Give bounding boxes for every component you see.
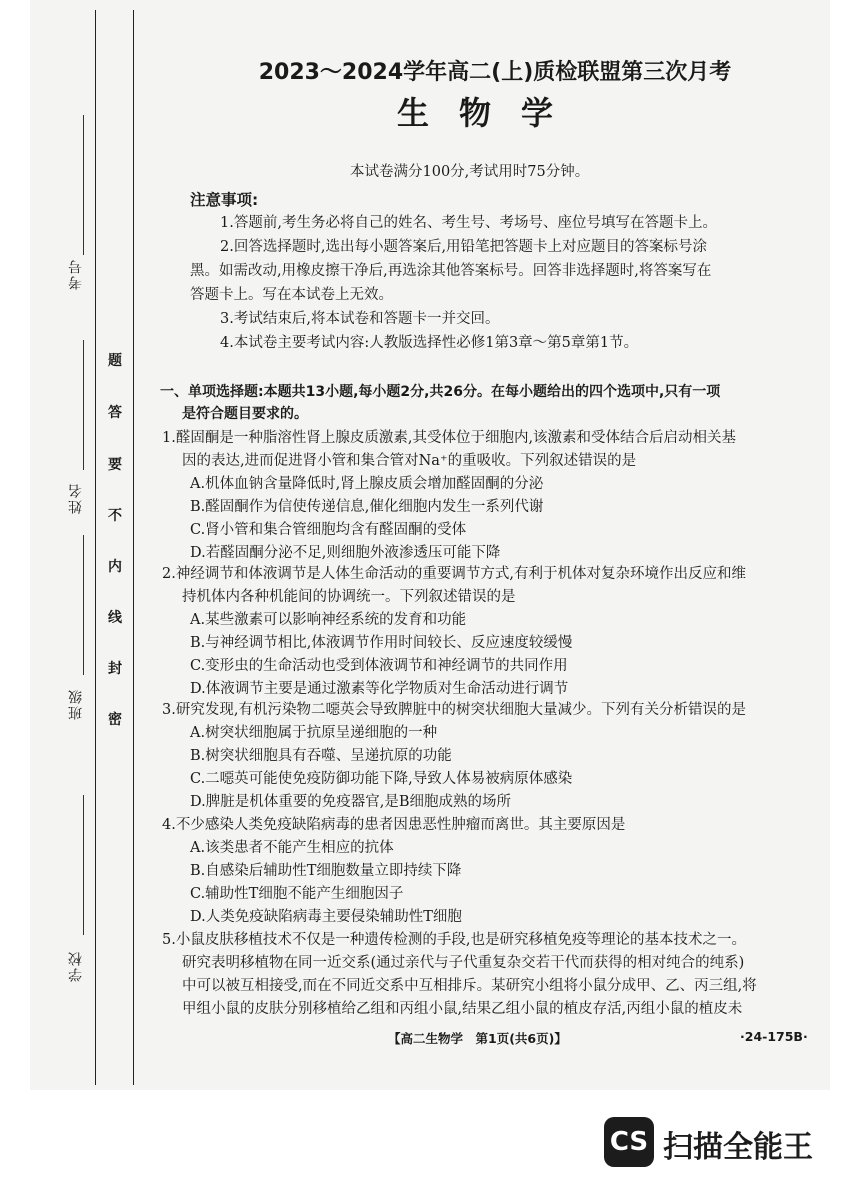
name-label: 姓名: [68, 482, 84, 514]
question-option: A.某些激素可以影响神经系统的发育和功能: [190, 612, 467, 628]
page-info: 【高二生物学 第1页(共6页)】: [388, 1031, 567, 1046]
question-stem: 5.小鼠皮肤移植技术不仅是一种遗传检测的手段,也是研究移植免疫等理论的基本技术之一。: [162, 932, 746, 948]
notice-line: 答题卡上。写在本试卷上无效。: [190, 287, 393, 303]
seal-char: 密: [108, 712, 122, 728]
question-option: B.树突状细胞具有吞噬、呈递抗原的功能: [190, 748, 452, 764]
camscanner-app-name: 扫描全能王: [663, 1130, 813, 1165]
seal-char: 答: [108, 405, 122, 421]
notice-line: 1.答题前,考生务必将自己的姓名、考生号、考场号、座位号填写在答题卡上。: [220, 215, 717, 231]
question-option: C.辅助性T细胞不能产生细胞因子: [190, 886, 404, 902]
question-option: A.机体血钠含量降低时,肾上腺皮质会增加醛固酮的分泌: [190, 476, 544, 492]
question-option: C.变形虫的生命活动也受到体液调节和神经调节的共同作用: [190, 658, 568, 674]
notice-heading: 注意事项:: [190, 191, 259, 209]
notice-line: 4.本试卷主要考试内容:人教版选择性必修1第3章～第5章第1节。: [220, 335, 639, 351]
notice-line: 2.回答选择题时,选出每小题答案后,用铅笔把答题卡上对应题目的答案标号涂: [220, 239, 708, 255]
subject-title: 生物学: [396, 94, 583, 132]
question-stem: 1.醛固酮是一种脂溶性肾上腺皮质激素,其受体位于细胞内,该激素和受体结合后启动相关基: [162, 430, 737, 446]
question-stem: 因的表达,进而促进肾小管和集合管对Na⁺的重吸收。下列叙述错误的是: [182, 453, 637, 469]
seal-char: 题: [108, 353, 122, 369]
seal-char: 要: [108, 457, 122, 473]
binding-line-outer: [95, 10, 96, 1085]
question-option: D.人类免疫缺陷病毒主要侵染辅助性T细胞: [190, 909, 462, 925]
exam-title: 2023～2024学年高二(上)质检联盟第三次月考: [258, 60, 732, 85]
question-option: D.若醛固酮分泌不足,则细胞外液渗透压可能下降: [190, 545, 501, 561]
question-stem: 4.不少感染人类免疫缺陷病毒的患者因患恶性肿瘤而离世。其主要原因是: [162, 817, 626, 833]
school-blank: [83, 795, 84, 935]
class-blank: [83, 535, 84, 675]
seal-char: 不: [108, 508, 122, 524]
question-stem: 3.研究发现,有机污染物二噁英会导致脾脏中的树突状细胞大量减少。下列有关分析错误的是: [162, 702, 746, 718]
section-heading: 一、单项选择题:本题共13小题,每小题2分,共26分。在每小题给出的四个选项中,只有一项: [160, 384, 721, 400]
exam-no-label: 考号: [68, 258, 84, 290]
question-option: D.脾脏是机体重要的免疫器官,是B细胞成熟的场所: [190, 794, 511, 810]
exam-no-blank: [83, 115, 84, 255]
question-option: B.与神经调节相比,体液调节作用时间较长、反应速度较缓慢: [190, 635, 573, 651]
seal-char: 封: [108, 661, 122, 677]
question-option: A.该类患者不能产生相应的抗体: [190, 840, 394, 856]
question-option: B.自感染后辅助性T细胞数量立即持续下降: [190, 863, 462, 879]
question-option: B.醛固酮作为信使传递信息,催化细胞内发生一系列代谢: [190, 499, 544, 515]
question-stem: 研究表明移植物在同一近交系(通过亲代与子代重复杂交若干代而获得的相对纯合的纯系): [182, 955, 745, 971]
question-stem: 2.神经调节和体液调节是人体生命活动的重要调节方式,有利于机体对复杂环境作出反应和维: [162, 566, 746, 582]
question-option: D.体液调节主要是通过激素等化学物质对生命活动进行调节: [190, 681, 569, 697]
name-blank: [83, 340, 84, 470]
score-info: 本试卷满分100分,考试用时75分钟。: [350, 164, 590, 180]
question-stem: 中可以被互相接受,而在不同近交系中互相排斥。某研究小组将小鼠分成甲、乙、丙三组,将: [182, 978, 757, 994]
question-stem: 甲组小鼠的皮肤分别移植给乙组和丙组小鼠,结果乙组小鼠的植皮存活,丙组小鼠的植皮未: [182, 1001, 743, 1017]
paper-code: ·24-175B·: [740, 1029, 808, 1044]
section-heading-cont: 是符合题目要求的。: [182, 406, 308, 422]
notice-line: 3.考试结束后,将本试卷和答题卡一并交回。: [220, 311, 500, 327]
school-label: 学校: [68, 950, 84, 982]
notice-line: 黑。如需改动,用橡皮擦干净后,再选涂其他答案标号。回答非选择题时,将答案写在: [190, 263, 712, 279]
binding-line-inner: [133, 10, 134, 1085]
question-option: A.树突状细胞属于抗原呈递细胞的一种: [190, 725, 438, 741]
camscanner-logo: CS: [604, 1117, 654, 1167]
seal-char: 线: [108, 610, 122, 626]
question-option: C.二噁英可能使免疫防御功能下降,导致人体易被病原体感染: [190, 771, 573, 787]
class-label: 班级: [68, 688, 84, 720]
question-stem: 持机体内各种机能间的协调统一。下列叙述错误的是: [182, 589, 516, 605]
seal-char: 内: [108, 559, 122, 575]
question-option: C.肾小管和集合管细胞均含有醛固酮的受体: [190, 522, 467, 538]
